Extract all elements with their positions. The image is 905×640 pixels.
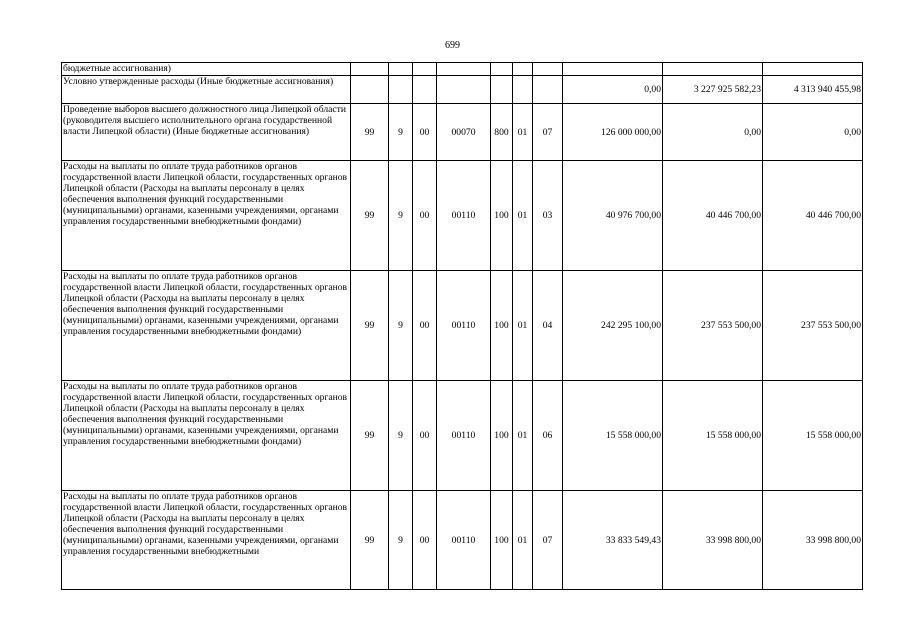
amount-year3: 15 558 000,00	[763, 381, 863, 491]
amount-year2: 15 558 000,00	[663, 381, 763, 491]
main-activity-code: 00	[413, 381, 437, 491]
direction-code: 00110	[437, 161, 491, 271]
subprogram-code	[389, 63, 413, 76]
direction-code	[437, 76, 491, 104]
amount-year2	[663, 63, 763, 76]
subprogram-code: 9	[389, 161, 413, 271]
amount-year3: 4 313 940 455,98	[763, 76, 863, 104]
table-row	[62, 63, 863, 76]
row-description: Расходы на выплаты по оплате труда работников органов государственной власти Липецкой области, государственных органов Липецкой области (Расходы на выплаты персоналу в целях обеспечения выполнения функций государственными (муниципальными) органами, казенными учреждениями, органами управления государственными внебюджетными фондами)	[62, 271, 351, 381]
amount-year1: 126 000 000,00	[563, 104, 663, 161]
amount-year1: 15 558 000,00	[563, 381, 663, 491]
budget-table	[61, 62, 863, 590]
main-activity-code	[413, 63, 437, 76]
amount-year1: 33 833 549,43	[563, 491, 663, 590]
subprogram-code: 9	[389, 381, 413, 491]
expense-type-code: 800	[491, 104, 513, 161]
amount-year2: 3 227 925 582,23	[663, 76, 763, 104]
expense-type-code	[491, 63, 513, 76]
table-row	[62, 271, 863, 381]
program-code: 99	[351, 491, 389, 590]
row-description: Расходы на выплаты по оплате труда работников органов государственной власти Липецкой области, государственных органов Липецкой области (Расходы на выплаты персоналу в целях обеспечения выполнения функций государственными (муниципальными) органами, казенными учреждениями, органами управления государственными внебюджетными фондами)	[62, 161, 351, 271]
program-code: 99	[351, 104, 389, 161]
direction-code: 00110	[437, 381, 491, 491]
direction-code: 00110	[437, 491, 491, 590]
direction-code	[437, 63, 491, 76]
table-row	[62, 491, 863, 590]
main-activity-code	[413, 76, 437, 104]
subprogram-code: 9	[389, 491, 413, 590]
expense-type-code: 100	[491, 381, 513, 491]
subsection-code: 04	[533, 271, 563, 381]
row-description: бюджетные ассигнования)	[62, 63, 351, 76]
row-description: Условно утвержденные расходы (Иные бюджетные ассигнования)	[62, 76, 351, 104]
direction-code: 00070	[437, 104, 491, 161]
expense-type-code: 100	[491, 271, 513, 381]
amount-year3: 33 998 800,00	[763, 491, 863, 590]
direction-code: 00110	[437, 271, 491, 381]
subprogram-code: 9	[389, 271, 413, 381]
section-code: 01	[513, 104, 533, 161]
table-row	[62, 161, 863, 271]
amount-year2: 40 446 700,00	[663, 161, 763, 271]
main-activity-code: 00	[413, 161, 437, 271]
table-row	[62, 104, 863, 161]
amount-year3: 237 553 500,00	[763, 271, 863, 381]
section-code: 01	[513, 381, 533, 491]
amount-year3: 40 446 700,00	[763, 161, 863, 271]
row-description: Проведение выборов высшего должностного лица Липецкой области (руководителя высшего исполнительного органа государственной власти Липецкой области) (Иные бюджетные ассигнования)	[62, 104, 351, 161]
subsection-code: 07	[533, 104, 563, 161]
table-row	[62, 381, 863, 491]
program-code	[351, 63, 389, 76]
section-code: 01	[513, 491, 533, 590]
main-activity-code: 00	[413, 271, 437, 381]
row-description: Расходы на выплаты по оплате труда работников органов государственной власти Липецкой области, государственных органов Липецкой области (Расходы на выплаты персоналу в целях обеспечения выполнения функций государственными (муниципальными) органами, казенными учреждениями, органами управления государственными внебюджетными	[62, 491, 351, 590]
amount-year3	[763, 63, 863, 76]
amount-year1	[563, 63, 663, 76]
subsection-code	[533, 63, 563, 76]
amount-year1: 40 976 700,00	[563, 161, 663, 271]
amount-year2: 237 553 500,00	[663, 271, 763, 381]
amount-year2: 0,00	[663, 104, 763, 161]
program-code	[351, 76, 389, 104]
row-description: Расходы на выплаты по оплате труда работников органов государственной власти Липецкой области, государственных органов Липецкой области (Расходы на выплаты персоналу в целях обеспечения выполнения функций государственными (муниципальными) органами, казенными учреждениями, органами управления государственными внебюджетными фондами)	[62, 381, 351, 491]
subsection-code: 06	[533, 381, 563, 491]
amount-year2: 33 998 800,00	[663, 491, 763, 590]
expense-type-code: 100	[491, 491, 513, 590]
subsection-code: 03	[533, 161, 563, 271]
section-code	[513, 76, 533, 104]
subprogram-code	[389, 76, 413, 104]
expense-type-code: 100	[491, 161, 513, 271]
program-code: 99	[351, 381, 389, 491]
program-code: 99	[351, 161, 389, 271]
section-code	[513, 63, 533, 76]
amount-year1: 0,00	[563, 76, 663, 104]
amount-year1: 242 295 100,00	[563, 271, 663, 381]
amount-year3: 0,00	[763, 104, 863, 161]
subprogram-code: 9	[389, 104, 413, 161]
program-code: 99	[351, 271, 389, 381]
page-number: 699	[445, 40, 460, 51]
table-row	[62, 76, 863, 104]
main-activity-code: 00	[413, 491, 437, 590]
main-activity-code: 00	[413, 104, 437, 161]
subsection-code	[533, 76, 563, 104]
expense-type-code	[491, 76, 513, 104]
subsection-code: 07	[533, 491, 563, 590]
section-code: 01	[513, 271, 533, 381]
section-code: 01	[513, 161, 533, 271]
